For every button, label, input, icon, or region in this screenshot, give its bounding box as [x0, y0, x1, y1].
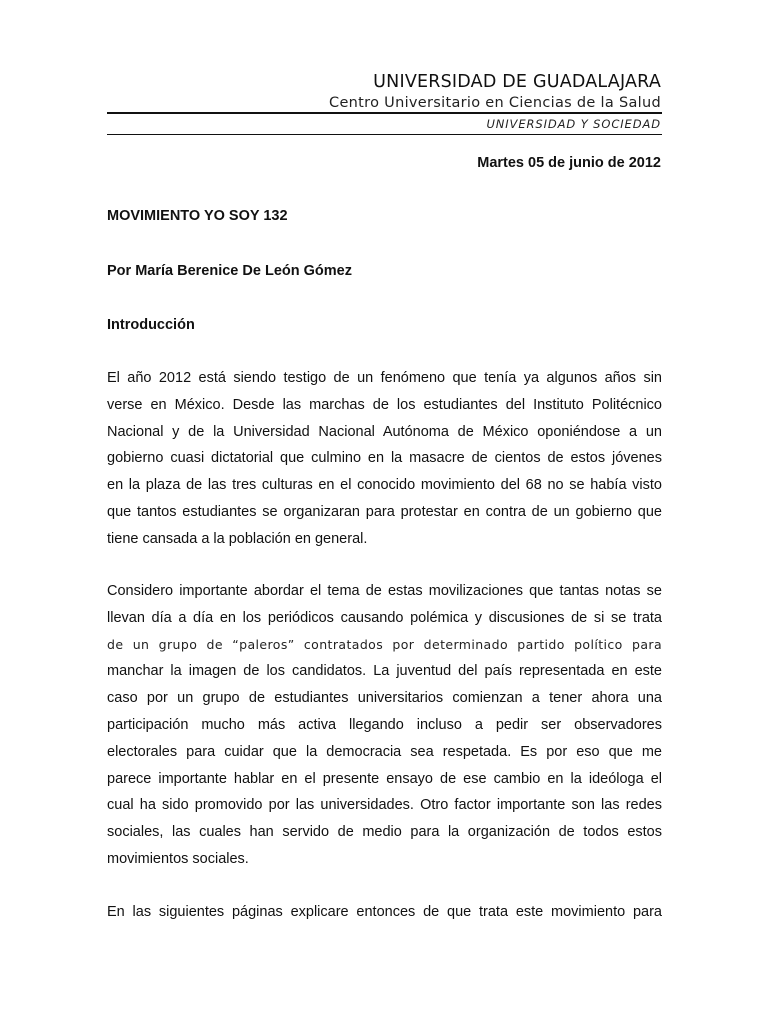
paragraph-line: El año 2012 está siendo testigo de un fenómeno que tenía ya algunos años sin [107, 370, 662, 386]
paragraph-line: participación mucho más activa llegando incluso a pedir ser observadores [107, 716, 662, 733]
header-rule-thin [107, 134, 662, 135]
paragraph-line: que tantos estudiantes se organizaran para protestar en contra de un gobierno que [107, 503, 662, 520]
paragraph-line: caso por un grupo de estudiantes universitarios comienzan a tener ahora una [107, 690, 662, 707]
paragraph-line: Nacional y de la Universidad Nacional Autónoma de México oponiéndose a un [107, 423, 662, 440]
document-title: MOVIMIENTO YO SOY 132 [107, 208, 288, 224]
paragraph-2 [107, 578, 662, 873]
paragraph-line: electorales para cuidar que la democracia sea respetada. Es por eso que me [107, 743, 662, 760]
paragraph-line: llevan día a día en los periódicos causando polémica y discusiones de si se trata [107, 609, 662, 626]
paragraph-line: gobierno cuasi dictatorial que culmino en la masacre de cientos de estos jóvenes [107, 450, 662, 467]
paragraph-line: sociales, las cuales han servido de medio para la organización de todos estos [107, 824, 662, 841]
paragraph-1 [107, 365, 662, 553]
paragraph-line: de un grupo de “paleros” contratados por determinado partido político para [107, 636, 662, 652]
university-name: UNIVERSIDAD DE GUADALAJARA [373, 72, 661, 92]
paragraph-line: En las siguientes páginas explicare entonces de que trata este movimiento para [107, 904, 662, 920]
university-motto: UNIVERSIDAD Y SOCIEDAD [486, 117, 661, 131]
university-center: Centro Universitario en Ciencias de la Salud [329, 95, 661, 111]
header-rule [107, 112, 662, 114]
document-author: Por María Berenice De León Gómez [107, 263, 352, 279]
paragraph-line: en la plaza de las tres culturas en el conocido movimiento del 68 no se había visto [107, 477, 662, 494]
paragraph-line: manchar la imagen de los candidatos. La juventud del país representada en este [107, 663, 662, 680]
paragraph-line: movimientos sociales. [107, 850, 249, 867]
section-heading: Introducción [107, 317, 195, 333]
document-date: Martes 05 de junio de 2012 [477, 155, 661, 171]
paragraph-3 [107, 899, 662, 926]
paragraph-line: Considero importante abordar el tema de estas movilizaciones que tantas notas se [107, 583, 662, 599]
paragraph-line: verse en México. Desde las marchas de los estudiantes del Instituto Politécnico [107, 396, 662, 413]
paragraph-line: cual ha sido promovido por las universidades. Otro factor importante son las redes [107, 797, 662, 814]
paragraph-line: tiene cansada a la población en general. [107, 530, 368, 547]
paragraph-line: parece importante hablar en el presente ensayo de ese cambio en la ideóloga el [107, 770, 662, 787]
